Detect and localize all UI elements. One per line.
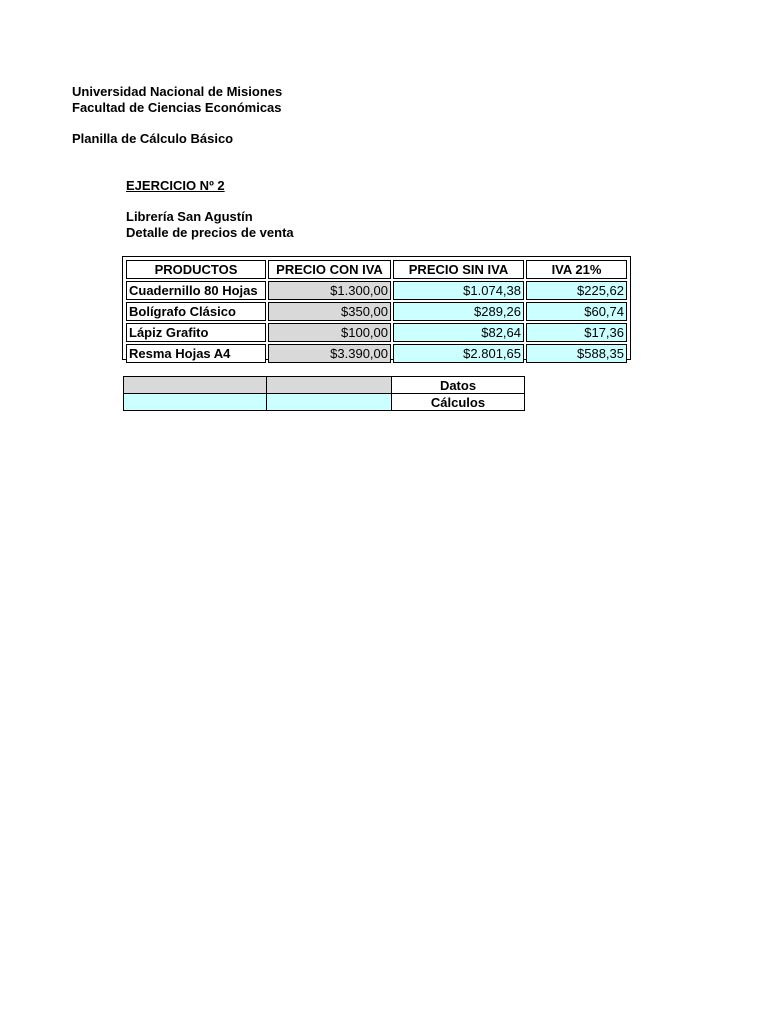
- prices-table: [122, 256, 631, 360]
- legend-swatch-calculos: [124, 394, 267, 411]
- legend-label-datos: Datos: [392, 377, 525, 394]
- cell-price-without-vat[interactable]: $1.074,38: [393, 281, 524, 300]
- course-title: Planilla de Cálculo Básico: [72, 131, 234, 146]
- faculty-name: Facultad de Ciencias Económicas: [72, 100, 282, 115]
- exercise-title: EJERCICIO Nº 2: [126, 178, 225, 193]
- cell-product[interactable]: Cuadernillo 80 Hojas: [126, 281, 266, 300]
- cell-vat[interactable]: $17,36: [526, 323, 627, 342]
- cell-product[interactable]: Bolígrafo Clásico: [126, 302, 266, 321]
- table-row: [126, 344, 627, 363]
- header-vat[interactable]: IVA 21%: [526, 260, 627, 279]
- cell-vat[interactable]: $588,35: [526, 344, 627, 363]
- table-subtitle: Detalle de precios de venta: [126, 225, 294, 240]
- legend-swatch-datos: [267, 377, 392, 394]
- cell-vat[interactable]: $225,62: [526, 281, 627, 300]
- table-row: [126, 302, 627, 321]
- cell-price-without-vat[interactable]: $2.801,65: [393, 344, 524, 363]
- header-price-without-vat[interactable]: PRECIO SIN IVA: [393, 260, 524, 279]
- legend-swatch-datos: [124, 377, 267, 394]
- legend-row-datos: [124, 377, 525, 394]
- cell-price-with-vat[interactable]: $350,00: [268, 302, 391, 321]
- legend-row-calculos: [124, 394, 525, 411]
- cell-price-with-vat[interactable]: $3.390,00: [268, 344, 391, 363]
- header-products[interactable]: PRODUCTOS: [126, 260, 266, 279]
- cell-vat[interactable]: $60,74: [526, 302, 627, 321]
- cell-price-with-vat[interactable]: $100,00: [268, 323, 391, 342]
- cell-price-without-vat[interactable]: $82,64: [393, 323, 524, 342]
- header-price-with-vat[interactable]: PRECIO CON IVA: [268, 260, 391, 279]
- legend-swatch-calculos: [267, 394, 392, 411]
- store-name: Librería San Agustín: [126, 209, 253, 224]
- cell-product[interactable]: Lápiz Grafito: [126, 323, 266, 342]
- university-name: Universidad Nacional de Misiones: [72, 84, 283, 99]
- cell-price-without-vat[interactable]: $289,26: [393, 302, 524, 321]
- cell-price-with-vat[interactable]: $1.300,00: [268, 281, 391, 300]
- legend-label-calculos: Cálculos: [392, 394, 525, 411]
- cell-product[interactable]: Resma Hojas A4: [126, 344, 266, 363]
- table-header-row: [126, 260, 627, 279]
- table-row: [126, 323, 627, 342]
- table-row: [126, 281, 627, 300]
- color-legend: [123, 376, 525, 411]
